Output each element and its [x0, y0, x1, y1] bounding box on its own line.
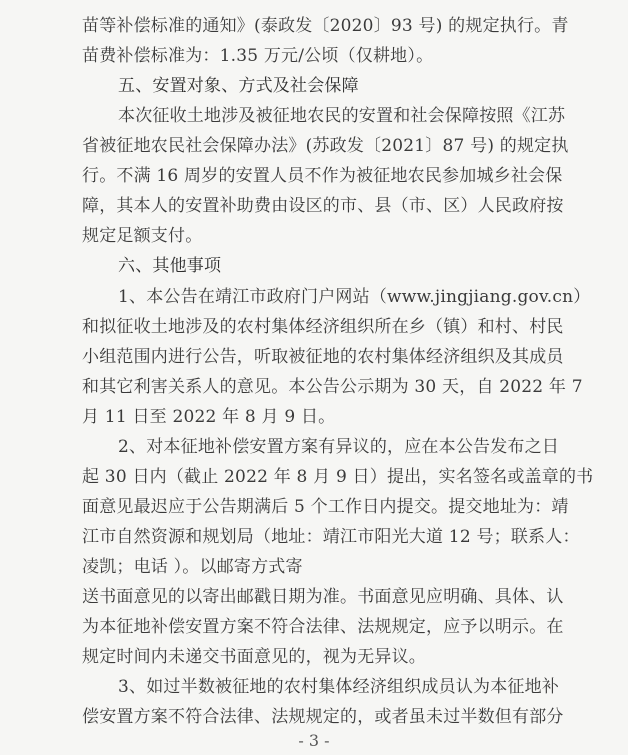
text-line: 面意见最迟应于公告期满后 5 个工作日内提交。提交地址为：靖 [82, 497, 569, 517]
text-line: 江市自然资源和规划局（地址：靖江市阳光大道 12 号；联系人： [82, 527, 580, 547]
section-heading-6: 六、其他事项 [118, 256, 222, 276]
text-line: 苗费补偿标准为：1.35 万元/公顷（仅耕地）。 [82, 46, 434, 66]
text-line: 偿安置方案不符合法律、法规规定的，或者虽未过半数但有部分 [82, 707, 564, 727]
text-line: 起 30 日内（截止 2022 年 8 月 9 日）提出，实名签名或盖章的书 [82, 467, 594, 487]
section-heading-5: 五、安置对象、方式及社会保障 [118, 76, 359, 96]
text-line: 规定时间内未递交书面意见的，视为无异议。 [82, 647, 426, 667]
text-line: 1、本公告在靖江市政府门户网站（www.jingjiang.gov.cn） [118, 287, 591, 307]
text-line: 省被征地农民社会保障办法》(苏政发〔2021〕87 号) 的规定执 [82, 136, 569, 156]
text-line: 障，其本人的安置补助费由设区的市、县（市、区）人民政府按 [82, 196, 564, 216]
text-line: 和拟征收土地涉及的农村集体经济组织所在乡（镇）和村、村民 [82, 317, 564, 337]
text-line: 小组范围内进行公告，听取被征地的农村集体经济组织及其成员 [82, 347, 564, 367]
text-line: 送书面意见的以寄出邮戳日期为准。书面意见应明确、具体、认 [82, 587, 564, 607]
text-line: 月 11 日至 2022 年 8 月 9 日。 [82, 407, 336, 427]
text-line: 规定足额支付。 [82, 226, 203, 246]
text-line: 为本征地补偿安置方案不符合法律、法规规定，应予以明示。在 [82, 617, 564, 637]
text-line: 本次征收土地涉及被征地农民的安置和社会保障按照《江苏 [118, 106, 566, 126]
text-line: 2、对本征地补偿安置方案有异议的，应在本公告发布之日 [118, 437, 560, 457]
text-line: 行。不满 16 周岁的安置人员不作为被征地农民参加城乡社会保 [82, 166, 563, 186]
text-line: 凌凯；电话 ）。以邮寄方式寄 [82, 557, 303, 577]
text-line: 和其它利害关系人的意见。本公告公示期为 30 天，自 2022 年 7 [82, 377, 583, 397]
text-line: 3、如过半数被征地的农村集体经济组织成员认为本征地补 [118, 677, 560, 697]
text-line: 苗等补偿标准的通知》(泰政发〔2020〕93 号) 的规定执行。青 [82, 16, 569, 36]
page-number: - 3 - [298, 731, 330, 750]
